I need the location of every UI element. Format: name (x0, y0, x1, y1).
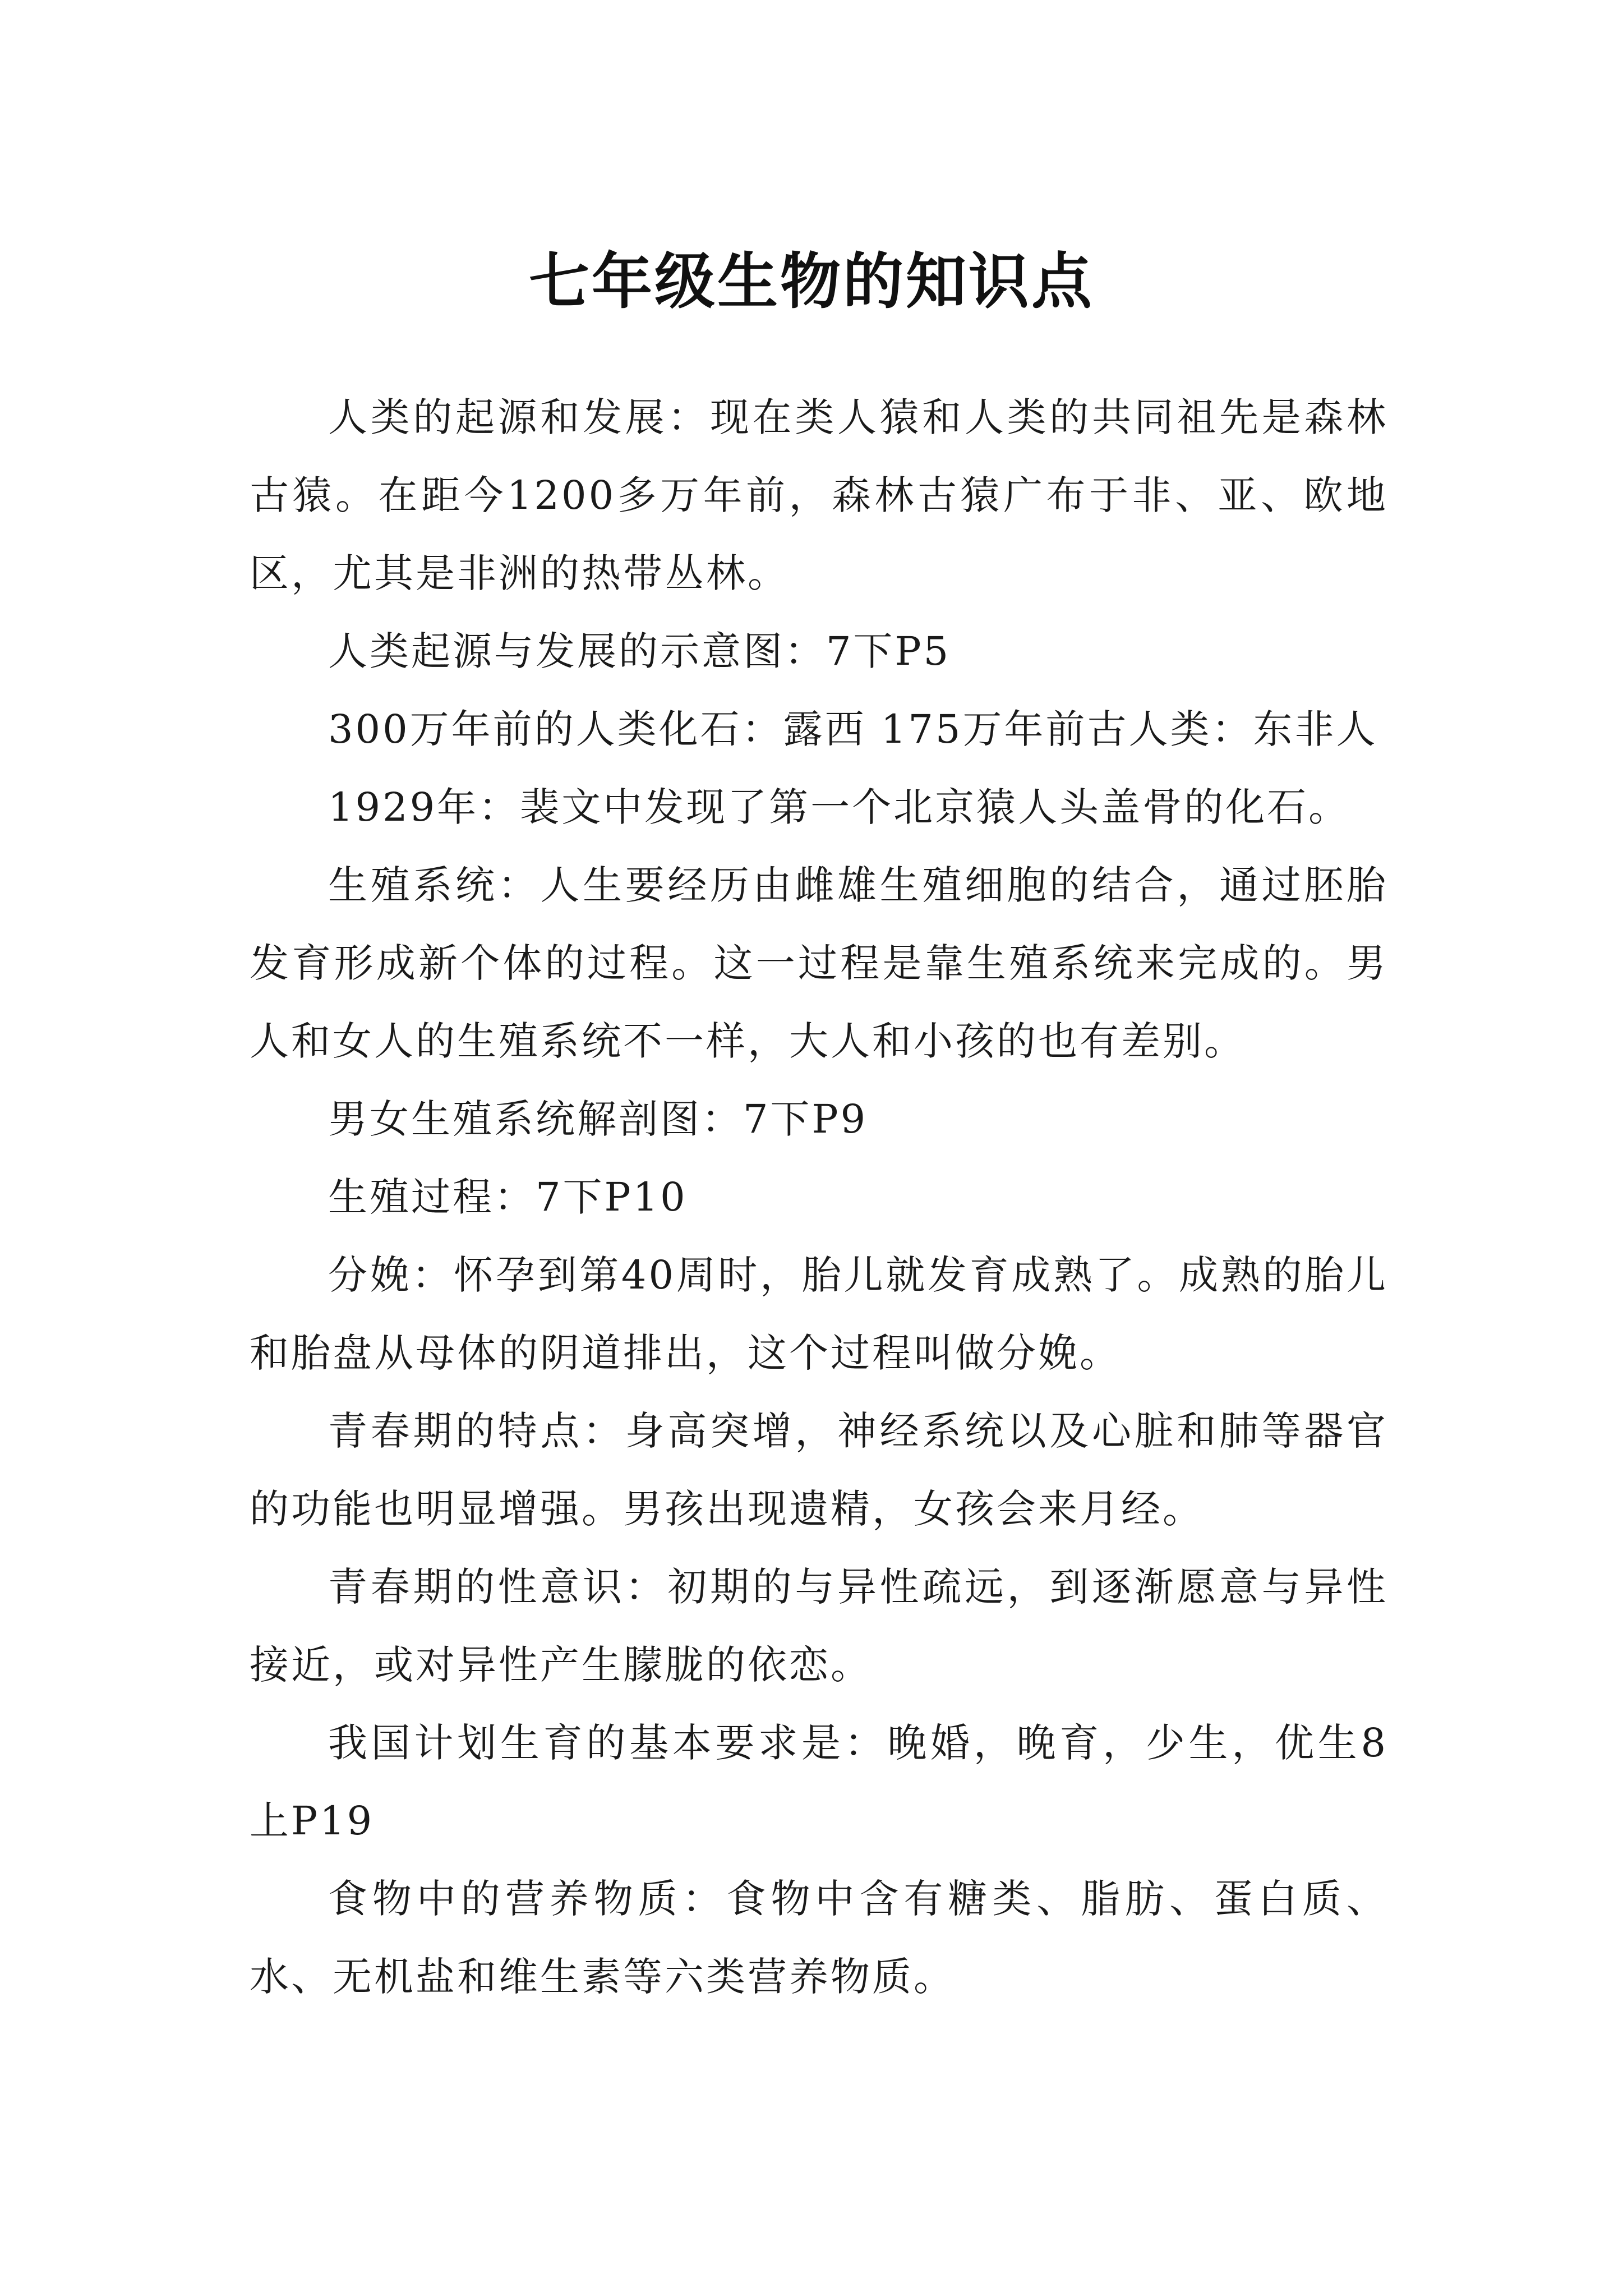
paragraph-origin-diagram-ref: 人类起源与发展的示意图：7下P5 (328, 628, 951, 674)
paragraph-anatomy-ref: 男女生殖系统解剖图：7下P9 (328, 1096, 868, 1142)
paragraph-nutrients: 食物中的营养物质：食物中含有糖类、脂肪、蛋白质、水、无机盐和维生素等六类营养物质。 (250, 1876, 1388, 2000)
paragraph-reproduction-process: 生殖过程：7下P10 (328, 1174, 688, 1220)
page-title: 七年级生物的知识点 (528, 246, 1094, 318)
paragraph-family-planning: 我国计划生育的基本要求是：晚婚，晚育，少生，优生8上P19 (250, 1720, 1388, 1844)
paragraph-reproductive-system: 生殖系统：人生要经历由雌雄生殖细胞的结合，通过胚胎发育形成新个体的过程。这一过程是靠生殖系统来完成的。男人和女人的生殖系统不一样，大人和小孩的也有差别。 (250, 862, 1388, 1064)
paragraph-fossils: 300万年前的人类化石：露西 175万年前古人类：东非人 (328, 706, 1378, 752)
document-body (250, 379, 1388, 2016)
paragraph-childbirth: 分娩：怀孕到第40周时，胎儿就发育成熟了。成熟的胎儿和胎盘从母体的阴道排出，这个过程叫做分娩。 (250, 1252, 1388, 1376)
paragraph-human-origin: 人类的起源和发展：现在类人猿和人类的共同祖先是森林古猿。在距今1200多万年前，森林古猿广布于非、亚、欧地区，尤其是非洲的热带丛林。 (250, 394, 1388, 596)
paragraph-puberty-traits: 青春期的特点：身高突增，神经系统以及心脏和肺等器官的功能也明显增强。男孩出现遗精，女孩会来月经。 (250, 1408, 1388, 1532)
paragraph-puberty-awareness: 青春期的性意识：初期的与异性疏远，到逐渐愿意与异性接近，或对异性产生朦胧的依恋。 (250, 1564, 1388, 1688)
paragraph-1929: 1929年：裴文中发现了第一个北京猿人头盖骨的化石。 (328, 784, 1350, 830)
